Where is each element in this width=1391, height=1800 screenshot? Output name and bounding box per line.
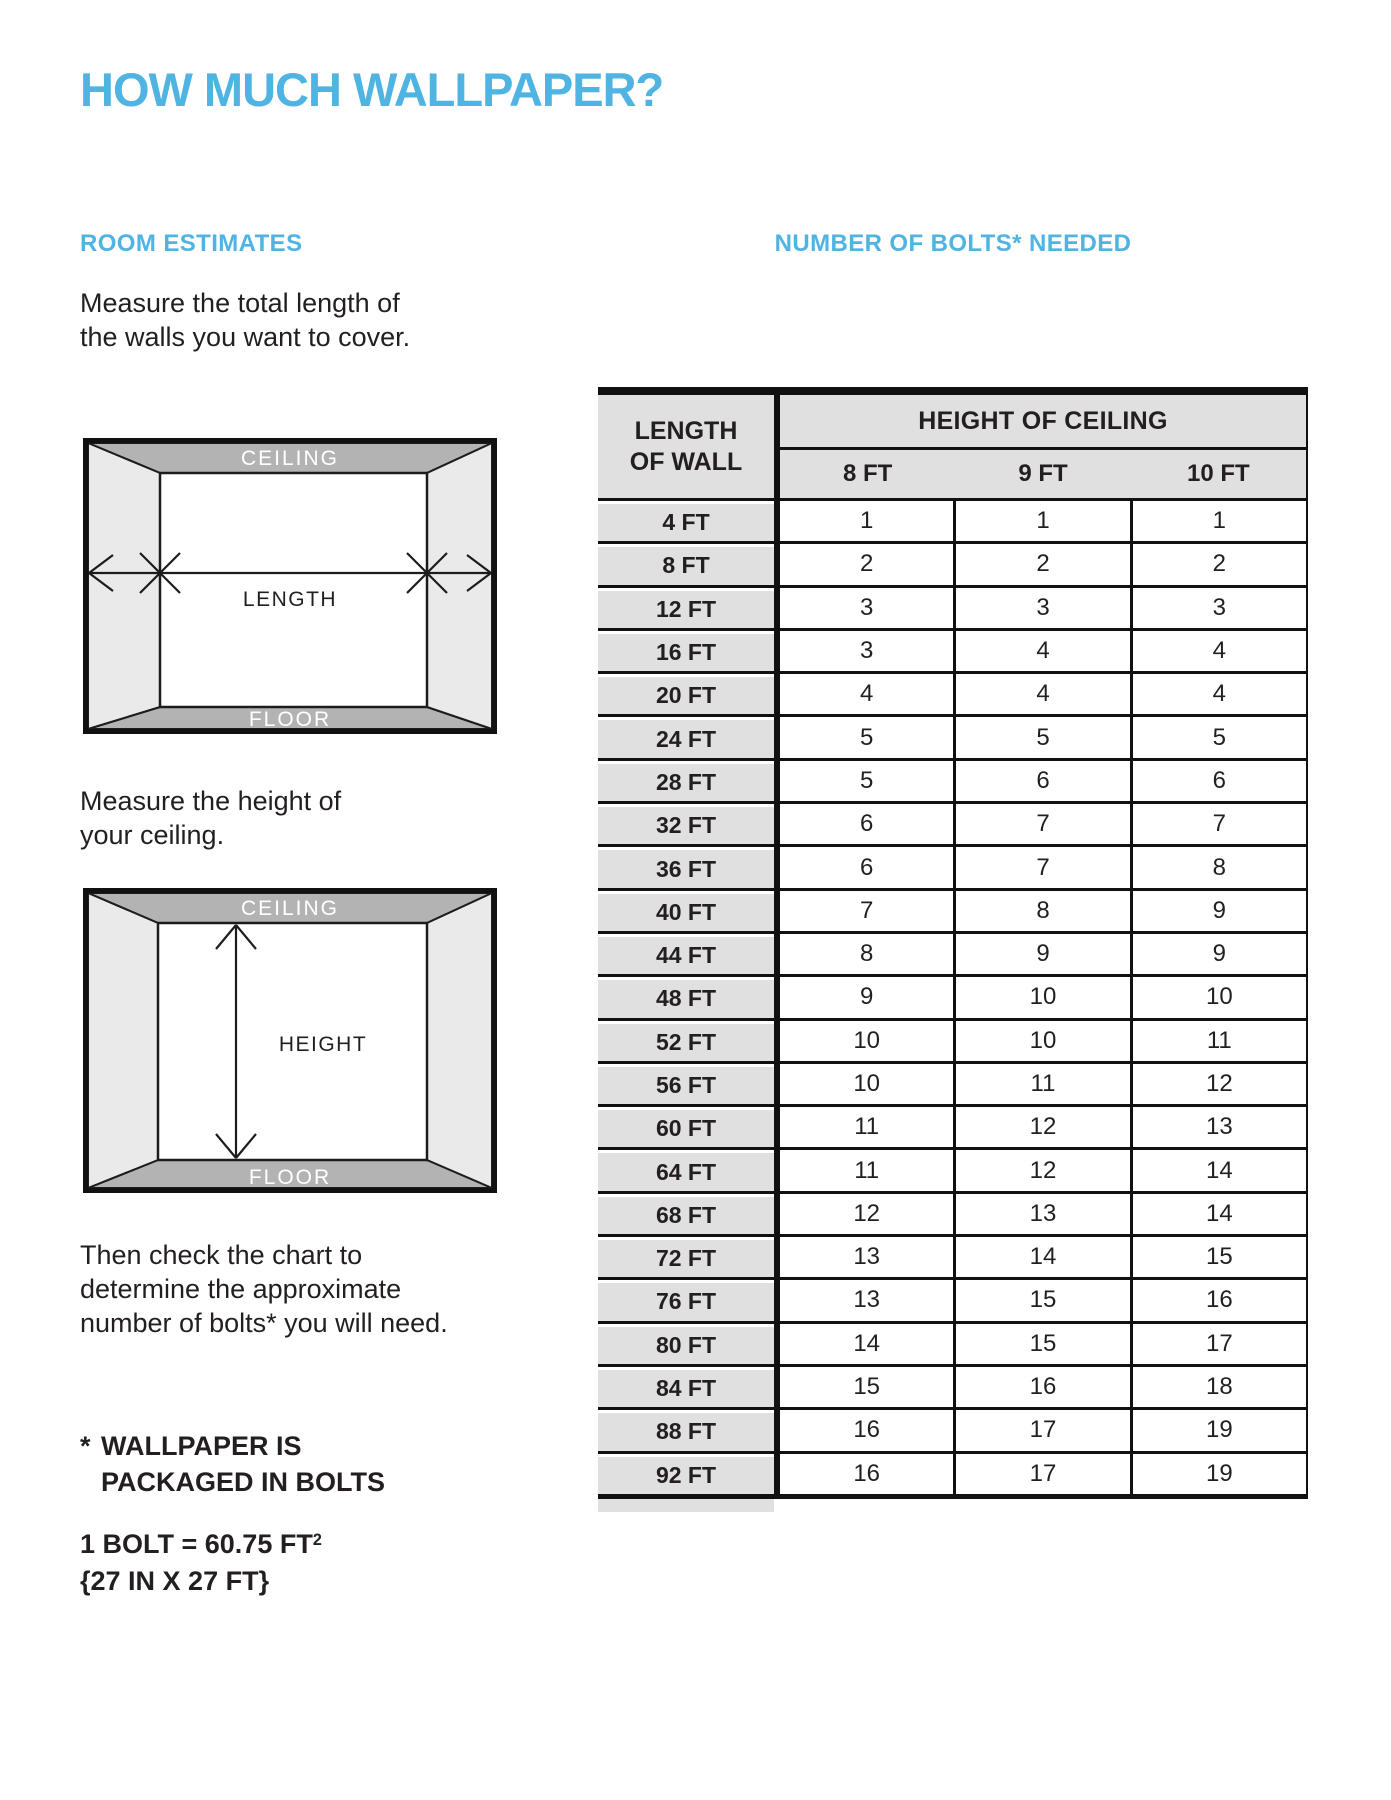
table-cell: 5 (1130, 717, 1306, 757)
length-of-wall-header (598, 395, 774, 498)
table-row (598, 931, 1308, 974)
table-cell: 5 (780, 717, 953, 757)
row-header (598, 847, 774, 887)
instruction-check-chart (80, 1238, 448, 1340)
row-header (598, 1280, 774, 1320)
row-values (774, 1150, 1308, 1190)
row-header (598, 674, 774, 714)
row-header (598, 761, 774, 801)
table-cell: 10 (953, 1021, 1129, 1061)
row-header (598, 1064, 774, 1104)
table-cell: 12 (953, 1107, 1129, 1147)
row-header-label: 24 FT (598, 720, 774, 757)
row-header (598, 544, 774, 584)
table-cell: 7 (953, 804, 1129, 844)
row-header (598, 1150, 774, 1190)
table-cell: 12 (1130, 1064, 1306, 1104)
column-header-10ft: 10 FT (1186, 460, 1250, 487)
table-cell: 1 (1130, 501, 1306, 541)
row-header (598, 717, 774, 757)
table-cell: 4 (953, 631, 1129, 671)
ceiling-label: CEILING (240, 897, 340, 920)
row-header-label: 36 FT (598, 850, 774, 887)
row-header-label: 52 FT (598, 1024, 774, 1061)
row-header (598, 631, 774, 671)
table-cell: 11 (953, 1064, 1129, 1104)
table-cell: 16 (953, 1367, 1129, 1407)
row-header (598, 1324, 774, 1364)
table-cell: 6 (953, 761, 1129, 801)
table-row (598, 585, 1308, 628)
row-header-label: 28 FT (598, 764, 774, 801)
row-values (774, 1324, 1308, 1364)
table-cell: 6 (780, 804, 953, 844)
row-header (598, 1107, 774, 1147)
table-cell: 3 (780, 588, 953, 628)
table-cell: 4 (1130, 631, 1306, 671)
bolt-dimensions: {27 IN X 27 FT} (80, 1566, 270, 1596)
row-values (774, 1410, 1308, 1450)
table-cell: 16 (780, 1454, 953, 1494)
row-values (774, 588, 1308, 628)
row-values (774, 1280, 1308, 1320)
table-cell: 14 (953, 1237, 1129, 1277)
table-row (598, 1104, 1308, 1147)
row-header (598, 804, 774, 844)
table-cell: 17 (953, 1410, 1129, 1450)
height-label: HEIGHT (278, 1033, 368, 1056)
row-values (774, 1454, 1308, 1494)
table-row (598, 1147, 1308, 1190)
table-cell: 15 (953, 1324, 1129, 1364)
table-cell: 7 (953, 847, 1129, 887)
table-cell: 18 (1130, 1367, 1306, 1407)
table-cell: 9 (953, 934, 1129, 974)
table-cell: 16 (780, 1410, 953, 1450)
row-header (598, 1194, 774, 1234)
squared-superscript: 2 (312, 1531, 322, 1549)
table-row (598, 974, 1308, 1017)
bolt-size-spec (80, 1522, 322, 1600)
table-cell: 8 (1130, 847, 1306, 887)
table-row (598, 1061, 1308, 1104)
text-line: Then check the chart to (80, 1240, 363, 1270)
table-cell: 9 (780, 977, 953, 1017)
header-line: OF WALL (629, 447, 743, 476)
table-row (598, 1321, 1308, 1364)
text-line: your ceiling. (80, 820, 225, 850)
table-cell: 3 (1130, 588, 1306, 628)
table-cell: 9 (1130, 891, 1306, 931)
table-cell: 13 (780, 1237, 953, 1277)
bolt-equation (80, 1522, 322, 1563)
row-values (774, 1021, 1308, 1061)
table-cell: 13 (1130, 1107, 1306, 1147)
instruction-measure-length (80, 286, 410, 354)
left-wall (88, 443, 160, 729)
row-header (598, 1237, 774, 1277)
row-header-label: 12 FT (598, 591, 774, 628)
row-values (774, 761, 1308, 801)
table-cell: 1 (953, 501, 1129, 541)
table-cell: 3 (780, 631, 953, 671)
row-header-label: 8 FT (598, 547, 774, 584)
row-header-label: 84 FT (598, 1370, 774, 1407)
row-values (774, 804, 1308, 844)
row-header (598, 977, 774, 1017)
height-of-ceiling-header: HEIGHT OF CEILING (780, 395, 1306, 450)
floor-label: FLOOR (248, 1166, 332, 1189)
header-line: LENGTH (634, 416, 738, 445)
table-cell: 4 (780, 674, 953, 714)
table-cell: 4 (953, 674, 1129, 714)
table-cell: 3 (953, 588, 1129, 628)
table-cell: 13 (953, 1194, 1129, 1234)
table-row (598, 1018, 1308, 1061)
table-cell: 10 (780, 1021, 953, 1061)
page-title: HOW MUCH WALLPAPER? (80, 63, 664, 116)
table-cell: 19 (1130, 1454, 1306, 1494)
table-header (598, 395, 1308, 498)
table-cell: 14 (780, 1324, 953, 1364)
instruction-measure-height (80, 784, 341, 852)
table-cell: 19 (1130, 1410, 1306, 1450)
table-cell: 5 (780, 761, 953, 801)
table-cell: 17 (1130, 1324, 1306, 1364)
table-cell: 10 (780, 1064, 953, 1104)
table-row (598, 1234, 1308, 1277)
table-cell: 17 (953, 1454, 1129, 1494)
table-row (598, 1451, 1308, 1494)
height-of-ceiling-header-group (774, 395, 1308, 498)
table-cell: 2 (953, 544, 1129, 584)
text-line: number of bolts* you will need. (80, 1308, 448, 1338)
number-of-bolts-heading: NUMBER OF BOLTS* NEEDED (774, 230, 1132, 257)
table-cell: 2 (780, 544, 953, 584)
table-row (598, 801, 1308, 844)
table-cell: 15 (1130, 1237, 1306, 1277)
room-height-diagram (83, 888, 497, 1193)
row-header-label: 16 FT (598, 634, 774, 671)
table-cell: 14 (1130, 1194, 1306, 1234)
row-values (774, 1367, 1308, 1407)
row-header-label: 76 FT (598, 1283, 774, 1320)
room-estimates-heading: ROOM ESTIMATES (80, 230, 303, 257)
row-values (774, 544, 1308, 584)
table-cell: 15 (780, 1367, 953, 1407)
table-cell: 7 (780, 891, 953, 931)
row-header-label: 48 FT (598, 980, 774, 1017)
table-row (598, 628, 1308, 671)
row-values (774, 891, 1308, 931)
column-header-9ft: 9 FT (1018, 460, 1068, 487)
table-cell: 16 (1130, 1280, 1306, 1320)
table-row (598, 1277, 1308, 1320)
footnote-text: WALLPAPER IS (101, 1431, 302, 1461)
row-header (598, 588, 774, 628)
row-header-label: 56 FT (598, 1067, 774, 1104)
row-values (774, 631, 1308, 671)
table-cell: 7 (1130, 804, 1306, 844)
label-column-tail (598, 1499, 774, 1512)
row-header-label: 60 FT (598, 1110, 774, 1147)
table-cell: 10 (953, 977, 1129, 1017)
room-length-diagram (83, 438, 497, 734)
length-label: LENGTH (242, 588, 338, 611)
row-header (598, 1454, 774, 1494)
table-row (598, 541, 1308, 584)
table-cell: 1 (780, 501, 953, 541)
table-cell: 8 (780, 934, 953, 974)
row-header-label: 44 FT (598, 937, 774, 974)
text-line: the walls you want to cover. (80, 322, 411, 352)
row-header (598, 1021, 774, 1061)
table-cell: 8 (953, 891, 1129, 931)
right-wall (427, 893, 492, 1188)
text-line: Measure the total length of (80, 288, 400, 318)
row-header (598, 501, 774, 541)
table-cell: 12 (953, 1150, 1129, 1190)
table-row (598, 714, 1308, 757)
table-row (598, 1191, 1308, 1234)
bolt-equation-text: 1 BOLT = 60.75 FT (80, 1529, 313, 1559)
floor-label: FLOOR (248, 708, 332, 731)
row-header (598, 891, 774, 931)
table-cell: 12 (780, 1194, 953, 1234)
table-row (598, 498, 1308, 541)
text-line: Measure the height of (80, 786, 342, 816)
row-header-label: 72 FT (598, 1240, 774, 1277)
row-values (774, 847, 1308, 887)
table-cell: 15 (953, 1280, 1129, 1320)
table-cell: 6 (1130, 761, 1306, 801)
text-line: determine the approximate (80, 1274, 402, 1304)
table-cell: 13 (780, 1280, 953, 1320)
wallpaper-bolts-footnote (80, 1428, 385, 1500)
table-cell: 11 (780, 1107, 953, 1147)
row-values (774, 674, 1308, 714)
table-cell: 9 (1130, 934, 1306, 974)
ceiling-height-columns (780, 450, 1306, 498)
row-header-label: 32 FT (598, 807, 774, 844)
table-cell: 11 (1130, 1021, 1306, 1061)
row-values (774, 1237, 1308, 1277)
table-row (598, 1364, 1308, 1407)
row-header (598, 934, 774, 974)
asterisk: * (80, 1431, 91, 1461)
table-cell: 14 (1130, 1150, 1306, 1190)
row-header (598, 1367, 774, 1407)
row-values (774, 934, 1308, 974)
table-cell: 10 (1130, 977, 1306, 1017)
table-cell: 2 (1130, 544, 1306, 584)
table-row (598, 1407, 1308, 1450)
row-values (774, 1194, 1308, 1234)
table-row (598, 758, 1308, 801)
right-wall (427, 443, 492, 729)
table-row (598, 888, 1308, 931)
row-values (774, 717, 1308, 757)
footnote-text: PACKAGED IN BOLTS (101, 1467, 386, 1497)
row-header-label: 92 FT (598, 1457, 774, 1494)
column-header-8ft: 8 FT (842, 460, 893, 487)
row-header-label: 80 FT (598, 1327, 774, 1364)
table-cell: 5 (953, 717, 1129, 757)
row-header-label: 20 FT (598, 677, 774, 714)
table-row (598, 671, 1308, 714)
bolts-needed-table (598, 387, 1308, 1512)
table-cell: 4 (1130, 674, 1306, 714)
ceiling-label: CEILING (240, 447, 340, 470)
row-values (774, 501, 1308, 541)
footnote-line-2 (80, 1464, 385, 1500)
asterisk-spacer (80, 1464, 101, 1500)
table-cell: 11 (780, 1150, 953, 1190)
footnote-line-1 (80, 1428, 385, 1464)
row-values (774, 1107, 1308, 1147)
row-header-label: 88 FT (598, 1413, 774, 1450)
row-header-label: 40 FT (598, 894, 774, 931)
left-wall (88, 893, 158, 1188)
row-header-label: 4 FT (598, 504, 774, 541)
table-row (598, 844, 1308, 887)
row-values (774, 1064, 1308, 1104)
row-header-label: 64 FT (598, 1153, 774, 1190)
table-body (598, 498, 1308, 1494)
row-values (774, 977, 1308, 1017)
row-header (598, 1410, 774, 1450)
row-header-label: 68 FT (598, 1197, 774, 1234)
table-top-border (598, 387, 1308, 395)
table-cell: 6 (780, 847, 953, 887)
